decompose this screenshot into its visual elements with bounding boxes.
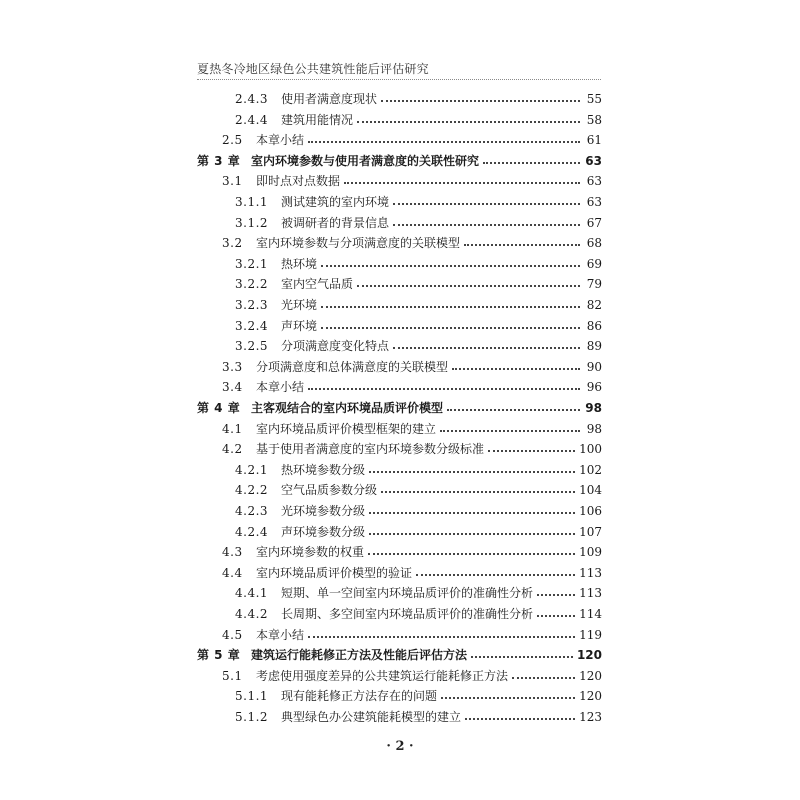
toc-entry-title: 热环境	[281, 256, 318, 271]
toc-entry-title: 分项满意度变化特点	[281, 339, 390, 354]
toc-entry-number: 3.2.2	[235, 277, 269, 292]
toc-entry	[222, 130, 602, 150]
toc-entry-title: 本章小结	[256, 133, 305, 148]
toc-entry-page: 113	[579, 565, 602, 580]
toc-entry-number: 5.1.1	[235, 689, 269, 704]
toc-entry	[235, 522, 602, 542]
running-head-title: 夏热冬冷地区绿色公共建筑性能后评估研究	[197, 62, 429, 76]
toc-entry-title: 即时点对点数据	[256, 174, 341, 189]
toc-entry-title: 室内环境品质评价模型的验证	[256, 565, 413, 580]
toc-entry-title: 分项满意度和总体满意度的关联模型	[256, 359, 449, 374]
toc-dot-leader	[537, 583, 575, 603]
toc-entry	[222, 666, 602, 686]
toc-entry-number: 3.3	[222, 359, 243, 374]
toc-entry-page: 104	[579, 483, 602, 498]
toc-entry-title: 本章小结	[256, 627, 305, 642]
toc-entry-title: 被调研者的背景信息	[281, 215, 390, 230]
toc-entry-page: 98	[585, 401, 602, 415]
toc-entry-title: 使用者满意度现状	[281, 92, 378, 106]
toc-entry	[222, 625, 602, 645]
toc-entry-title: 室内环境参数的权重	[256, 545, 365, 560]
toc-dot-leader	[512, 666, 575, 686]
toc-entry	[235, 686, 602, 706]
toc-entry	[235, 501, 602, 521]
toc-dot-leader	[357, 274, 580, 294]
toc-entry-number: 4.4.2	[235, 607, 269, 621]
toc-entry-page: 119	[579, 627, 602, 642]
toc-entry-number: 3.1	[222, 174, 243, 189]
toc-entry-number: 4.2	[222, 442, 243, 457]
toc-dot-leader	[381, 480, 575, 500]
toc-entry-page: 89	[586, 339, 602, 354]
toc-entry-page: 90	[586, 359, 602, 374]
toc-chapter-entry	[197, 151, 602, 171]
toc-entry-page: 120	[579, 689, 602, 704]
toc-entry-number: 5.1	[222, 668, 243, 683]
toc-entry	[235, 583, 602, 603]
toc-entry-page: 58	[586, 112, 602, 127]
toc-entry-number: 4.4.1	[235, 586, 269, 601]
page-number: · 2 ·	[386, 739, 414, 754]
toc-dot-leader	[465, 707, 575, 727]
toc-entry	[222, 419, 602, 439]
toc-entry	[222, 542, 602, 562]
toc-entry-page: 107	[579, 524, 602, 539]
toc-entry-number: 2.4.3	[235, 92, 269, 106]
toc-entry-title: 建筑用能情况	[281, 112, 354, 127]
toc-entry-number: 3.2.5	[235, 339, 269, 354]
toc-entry	[235, 213, 602, 233]
toc-entry-page: 86	[586, 318, 602, 333]
toc-entry	[235, 89, 602, 109]
toc-entry	[235, 274, 602, 294]
toc-chapter-entry	[197, 645, 602, 665]
toc-entry-number: 5.1.2	[235, 710, 269, 724]
toc-entry	[222, 171, 602, 191]
toc-entry	[235, 460, 602, 480]
toc-entry-page: 123	[579, 710, 602, 724]
toc-chapter-entry	[197, 398, 602, 418]
toc-entry	[235, 336, 602, 356]
toc-entry-page: 63	[586, 174, 602, 189]
toc-dot-leader	[537, 604, 575, 624]
toc-entry-title: 室内环境参数与使用者满意度的关联性研究	[251, 153, 480, 168]
toc-dot-leader	[440, 419, 580, 439]
toc-dot-leader	[308, 130, 580, 150]
toc-entry-number: 4.2.1	[235, 462, 269, 477]
toc-dot-leader	[393, 336, 580, 356]
toc-dot-leader	[369, 522, 575, 542]
toc-entry-page: 98	[586, 421, 602, 436]
toc-entry-page: 69	[586, 256, 602, 271]
toc-entry-title: 短期、单一空间室内环境品质评价的准确性分析	[281, 586, 534, 601]
toc-entry-title: 室内空气品质	[281, 277, 354, 292]
toc-entry-title: 本章小结	[256, 380, 305, 395]
toc-entry-title: 测试建筑的室内环境	[281, 195, 390, 209]
toc-entry-title: 声环境	[281, 318, 318, 333]
toc-entry-title: 室内环境品质评价模型框架的建立	[256, 421, 437, 436]
toc-entry-number: 4.1	[222, 421, 243, 436]
toc-entry	[235, 316, 602, 336]
toc-dot-leader	[416, 563, 575, 583]
toc-entry-number: 4.3	[222, 545, 243, 560]
toc-entry-page: 63	[586, 195, 602, 209]
toc-entry-page: 63	[585, 153, 602, 168]
toc-dot-leader	[483, 151, 580, 171]
toc-entry-title: 热环境参数分级	[281, 462, 366, 477]
toc-entry-title: 室内环境参数与分项满意度的关联模型	[256, 236, 461, 251]
toc-entry	[235, 707, 602, 727]
toc-dot-leader	[441, 686, 575, 706]
toc-dot-leader	[447, 398, 580, 418]
toc-dot-leader	[488, 439, 575, 459]
toc-entry-page: 102	[579, 462, 602, 477]
toc-entry-number: 3.1.2	[235, 215, 269, 230]
toc-entry-page: 100	[579, 442, 602, 457]
toc-entry-title: 建筑运行能耗修正方法及性能后评估方法	[251, 648, 468, 663]
toc-entry	[222, 357, 602, 377]
toc-dot-leader	[368, 542, 575, 562]
toc-entry-page: 113	[579, 586, 602, 601]
toc-entry	[235, 295, 602, 315]
toc-entry-number: 3.2.4	[235, 318, 269, 333]
toc-entry-title: 典型绿色办公建筑能耗模型的建立	[281, 710, 462, 724]
toc-entry-page: 55	[586, 92, 602, 106]
toc-entry-title: 现有能耗修正方法存在的问题	[281, 689, 438, 704]
toc-entry	[222, 563, 602, 583]
toc-dot-leader	[393, 213, 580, 233]
toc-dot-leader	[308, 625, 575, 645]
toc-entry-number: 第 5 章	[197, 648, 241, 663]
toc-dot-leader	[452, 357, 580, 377]
toc-entry	[222, 439, 602, 459]
toc-entry	[235, 192, 602, 212]
toc-entry-number: 3.1.1	[235, 195, 269, 209]
toc-entry-number: 4.2.4	[235, 524, 269, 539]
toc-entry-title: 考虑使用强度差异的公共建筑运行能耗修正方法	[256, 668, 509, 683]
toc-dot-leader	[369, 501, 575, 521]
toc-entry	[235, 604, 602, 624]
toc-entry-title: 长周期、多空间室内环境品质评价的准确性分析	[281, 607, 534, 621]
toc-entry-page: 82	[586, 298, 602, 312]
toc-entry-number: 4.4	[222, 565, 243, 580]
toc-dot-leader	[381, 89, 580, 109]
toc-entry-number: 2.5	[222, 133, 243, 148]
toc-dot-leader	[308, 377, 580, 397]
toc-entry-title: 光环境	[281, 298, 318, 312]
toc-entry-page: 120	[576, 648, 602, 663]
toc-dot-leader	[471, 645, 573, 665]
toc-entry-number: 4.5	[222, 627, 243, 642]
toc-entry-title: 光环境参数分级	[281, 504, 366, 518]
toc-dot-leader	[344, 171, 580, 191]
toc-entry-title: 基于使用者满意度的室内环境参数分级标准	[256, 442, 485, 457]
toc-entry-number: 2.4.4	[235, 112, 269, 127]
toc-entry-title: 声环境参数分级	[281, 524, 366, 539]
toc-dot-leader	[357, 110, 580, 130]
toc-dot-leader	[464, 233, 580, 253]
toc-entry-page: 68	[586, 236, 602, 251]
toc-entry-number: 第 4 章	[197, 401, 241, 415]
toc-dot-leader	[393, 192, 580, 212]
toc-entry-page: 79	[586, 277, 602, 292]
toc-dot-leader	[321, 254, 580, 274]
toc-entry-number: 第 3 章	[197, 153, 241, 168]
toc-entry	[222, 233, 602, 253]
toc-entry-title: 主客观结合的室内环境品质评价模型	[251, 401, 444, 415]
toc-dot-leader	[321, 316, 580, 336]
toc-entry	[235, 254, 602, 274]
toc-entry-page: 96	[586, 380, 602, 395]
toc-entry	[235, 110, 602, 130]
toc-entry	[222, 377, 602, 397]
toc-dot-leader	[369, 460, 575, 480]
toc-entry-page: 109	[579, 545, 602, 560]
toc-entry-page: 61	[586, 133, 602, 148]
toc-entry-number: 3.2.3	[235, 298, 269, 312]
toc-entry-number: 3.2.1	[235, 256, 269, 271]
toc-entry	[235, 480, 602, 500]
toc-entry-page: 120	[579, 668, 602, 683]
toc-entry-number: 3.4	[222, 380, 243, 395]
toc-entry-page: 67	[586, 215, 602, 230]
toc-dot-leader	[321, 295, 580, 315]
toc-entry-page: 106	[579, 504, 602, 518]
toc-entry-number: 4.2.2	[235, 483, 269, 498]
toc-entry-number: 3.2	[222, 236, 243, 251]
toc-entry-page: 114	[579, 607, 602, 621]
toc-entry-number: 4.2.3	[235, 504, 269, 518]
toc-entry-title: 空气品质参数分级	[281, 483, 378, 498]
